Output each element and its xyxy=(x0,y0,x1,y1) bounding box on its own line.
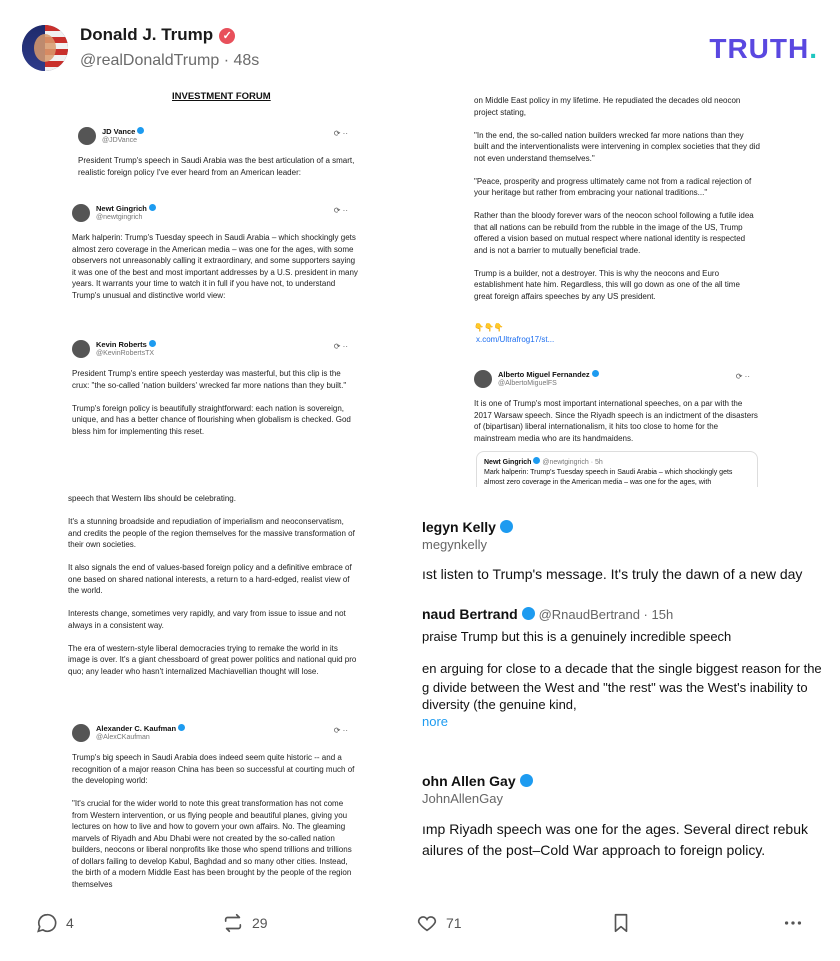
poster-name-text: JD Vance xyxy=(102,127,136,136)
poster-handle: @AlbertoMiguelFS xyxy=(498,380,557,387)
logo-text: TRUTH xyxy=(709,33,810,64)
poster-name xyxy=(96,204,156,213)
article-body: speech that Western libs should be celebrating. It's a stunning broadside and repudiation of imperialism and neoconservatism, and credits the people of the region themselves for the massive transformation of their own societies. It also signals the end of values-based foreign policy and a definitive embrace of one based on shared national interests, a return to a hard-edged, realist view of the world. Interests change, sometimes very rapidly, and vary from issue to issue and not always in a consistent way. The era of western-style liberal democracies trying to remake the world in its image is over. It's a giant chessboard of great power politics and national quid pro quo; any leader who hasn't internalized Machiavellian thought will lose. xyxy=(68,494,357,676)
verified-icon xyxy=(500,520,513,533)
more-icon: ⟳ ·· xyxy=(333,129,348,138)
quoted-text: Mark halperin: Trump's Tuesday speech in Saudi Arabia – which shockingly gets almost zero coverage in the American media – was one for the ages, with xyxy=(484,469,733,486)
attached-image-1[interactable] xyxy=(64,87,364,889)
investment-forum-title: INVESTMENT FORUM xyxy=(172,91,271,102)
verified-icon xyxy=(178,724,185,731)
more-icon: ⟳ ·· xyxy=(735,372,750,381)
verified-icon xyxy=(533,457,540,464)
truth-logo[interactable] xyxy=(709,33,818,65)
poster-name-text: legyn Kelly xyxy=(422,519,496,535)
poster-name-text: Kevin Roberts xyxy=(96,340,147,349)
reply-button[interactable] xyxy=(36,912,74,934)
poster-name xyxy=(96,724,185,733)
post-text: g divide between the West and "the rest" was the West's inability to xyxy=(422,680,808,695)
avatar xyxy=(72,204,90,222)
verified-icon: ✓ xyxy=(219,28,235,44)
attached-image-2[interactable] xyxy=(466,87,766,487)
post-time[interactable]: · 48s xyxy=(223,52,260,69)
attached-image-3[interactable] xyxy=(418,514,840,874)
retruth-count: 29 xyxy=(252,915,268,931)
more-icon: ⟳ ·· xyxy=(333,726,348,735)
poster-handle: JohnAllenGay xyxy=(422,791,503,806)
avatar xyxy=(72,724,90,742)
quoted-post xyxy=(476,451,758,487)
avatar xyxy=(474,370,492,388)
logo-dot: . xyxy=(809,33,818,64)
like-button[interactable] xyxy=(416,912,462,934)
post-text: diversity (the genuine kind, xyxy=(422,697,577,712)
poster-name-text: naud Bertrand xyxy=(422,606,518,622)
verified-icon xyxy=(137,127,144,134)
poster-name-text: Alberto Miguel Fernandez xyxy=(498,370,590,379)
verified-icon xyxy=(520,774,533,787)
post-text: ımp Riyadh speech was one for the ages. Several direct rebuk xyxy=(422,821,808,837)
article-text: on Middle East policy in my lifetime. He repudiated the decades old neocon project stating, "In the end, the so-called nation builders wrecked far more nations than they built and the interventionalists were intervening in complex societies that they did not even understand themselves." "Peace, prosperity and progress ultimately came not from a radical rejection of your heritage but rather from embracing your national traditions..." Rather than the bloody forever wars of the neocon school following a futile idea that all nations can be rebuild from the rubble in the image of the US, Trump offered a vision based on mutual respect where national identity is respected and is not a barrier to mutually beneficial trade. Trump is a builder, not a destroyer. This is why the neocons and Euro establishment hate him. Regardless, this will go down as one of the all time great foreign affairs speeches by any US president. xyxy=(474,96,760,301)
poster-name-text: ohn Allen Gay xyxy=(422,773,516,789)
author-avatar[interactable] xyxy=(22,25,68,71)
bookmark-icon xyxy=(610,912,632,934)
post-text: en arguing for close to a decade that the single biggest reason for the xyxy=(422,661,822,676)
like-count: 71 xyxy=(446,915,462,931)
pointing-down-icons: 👇👇👇 xyxy=(474,323,504,332)
post-text: Trump's big speech in Saudi Arabia does indeed seem quite historic -- and a recognition of a major reason China has been so successful at courting much of the developing world: "It's crucial for the wider world to note this great transformation has not come from Western intervention, or us flying people and beautiful planes, giving you lectures on how to live and how to govern your own affairs. No. The gleaming marvels of Riyadh and Abu Dhabi were not created by the so-called nation builders, neocons or liberal nonprofits like those who spend trillions and trillions of dollars failing to develop Kabul, Baghdad and so many other cities. Instead, the birth of a modern Middle East has been brought by the people of the region themselves xyxy=(72,753,355,889)
quoted-name: Newt Gingrich xyxy=(484,459,532,466)
poster-name xyxy=(422,773,533,789)
poster-handle: @newtgingrich xyxy=(96,214,143,221)
poster-name xyxy=(102,127,144,136)
reply-icon xyxy=(36,912,58,934)
more-icon: ⟳ ·· xyxy=(333,342,348,351)
more-options-button[interactable] xyxy=(782,912,804,934)
show-more-link: nore xyxy=(422,714,449,729)
post-text: ıst listen to Trump's message. It's truly the dawn of a new day xyxy=(422,566,803,582)
quoted-header xyxy=(484,457,750,466)
verified-icon xyxy=(592,370,599,377)
verified-icon xyxy=(522,607,535,620)
author-handle[interactable]: @realDonaldTrump xyxy=(80,52,220,69)
verified-icon xyxy=(149,204,156,211)
post-header xyxy=(0,0,840,85)
poster-name xyxy=(422,606,673,622)
more-icon: ⟳ ·· xyxy=(333,206,348,215)
verified-icon xyxy=(149,340,156,347)
ellipsis-icon xyxy=(782,912,804,934)
post-actions xyxy=(0,900,840,950)
author-name[interactable] xyxy=(80,25,235,45)
avatar xyxy=(78,127,96,145)
retruth-button[interactable] xyxy=(222,912,268,934)
retruth-icon xyxy=(222,912,244,934)
post-text: ailures of the post–Cold War approach to foreign policy. xyxy=(422,842,766,858)
poster-name xyxy=(498,370,599,379)
heart-icon xyxy=(416,912,438,934)
post-text: It is one of Trump's most important international speeches, on a par with the 2017 Warsaw speech. Since the Riyadh speech is an indictment of the disasters of (bipartisan) liberal internationalism, it hits too close to home for the mainstream media who are its handmaidens. xyxy=(474,399,758,443)
author-name-text[interactable]: Donald J. Trump xyxy=(80,25,214,44)
external-link: x.com/Ultrafrog17/st... xyxy=(476,335,555,344)
poster-handle: @JDVance xyxy=(102,137,137,144)
post-text: praise Trump but this is a genuinely incredible speech xyxy=(422,629,732,644)
poster-handle: @KevinRobertsTX xyxy=(96,350,155,357)
author-meta xyxy=(80,52,259,70)
reply-count: 4 xyxy=(66,915,74,931)
post-text: President Trump's speech in Saudi Arabia was the best articulation of a smart, realistic foreign policy I've ever heard from an American leader: xyxy=(78,156,355,177)
post-text: President Trump's entire speech yesterday was masterful, but this clip is the crux: "the so-called 'nation builders' wrecked far more nations than they built." Trump's foreign policy is beautifully straightforward: each nation is sovereign, unique, and has a better chance of flourishing when globalism is checked. God bless him for implementing this reset. xyxy=(72,369,351,436)
poster-handle: megynkelly xyxy=(422,537,488,552)
poster-name xyxy=(96,340,156,349)
avatar xyxy=(72,340,90,358)
post-text: Mark halperin: Trump's Tuesday speech in Saudi Arabia – which shockingly gets almost zero coverage in the American media – was one for the ages, with some observers not unreasonably calling it extraordinary, and some supporters saying it was one of the best and most important addresses by a U.S. president in many years. It warrants your time to watch it in full if you have not, to understand Trump's unusual and distinctive world view: xyxy=(72,233,358,300)
poster-name-text: Newt Gingrich xyxy=(96,204,147,213)
poster-handle: @AlexCKaufman xyxy=(96,734,150,741)
quoted-handle: @newtgingrich · 5h xyxy=(542,459,603,466)
bookmark-button[interactable] xyxy=(610,912,632,934)
poster-name xyxy=(422,519,513,535)
poster-handle: @RnaudBertrand · 15h xyxy=(538,607,674,622)
poster-name-text: Alexander C. Kaufman xyxy=(96,724,177,733)
